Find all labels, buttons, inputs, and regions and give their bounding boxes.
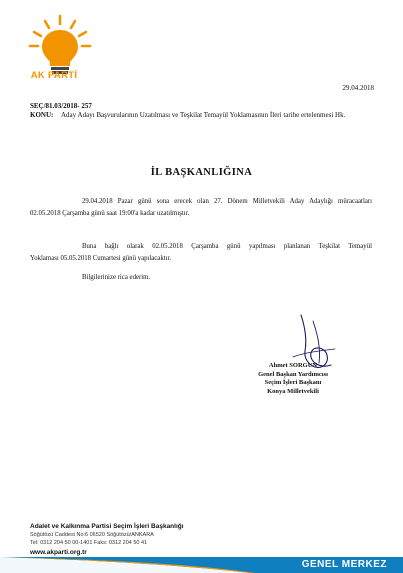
subject-block: [30, 111, 346, 119]
footer-phone: Tel: 0312 204 50 00-1401 Faks: 0312 204 50 41: [30, 540, 148, 546]
letter-title: İL BAŞKANLIĞINA: [150, 167, 253, 178]
paragraph-1: [30, 196, 372, 220]
footer-bar-label: GENEL MERKEZ: [301, 559, 387, 570]
paragraph-3: [30, 272, 372, 284]
document-date: 29.04.2018: [342, 84, 374, 92]
logo-text: AK PARTİ: [30, 70, 78, 81]
paragraph-1-line-1: 29.04.2018 Pazar günü sona erecek olan 27. Dönem Milletvekili Aday Adaylığı müracaatları: [82, 198, 372, 205]
footer-address: Söğütözü Caddesi No:6 06520 Söğütözü/ANKARA: [30, 532, 154, 538]
closing-line: Bilgilerinize rica ederim.: [82, 274, 151, 281]
subject-text: Aday Adayı Başvurularının Uzatılması ve Teşkilat Temayül Yoklamasının İleri tarihe ertelenmesi Hk.: [61, 111, 346, 119]
paragraph-1-line-2: 02.05.2018 Çarşamba günü saat 19:00'a kadar uzatılmıştır.: [30, 210, 190, 217]
paragraph-2-line-2: Yoklaması 05.05.2018 Cumartesi günü yapılacaktır.: [30, 255, 172, 262]
signer-role-1: Genel Başkan Yardımcısı: [258, 370, 328, 378]
reference-number: SEÇ/81.03/2018- 257: [30, 102, 92, 110]
signer-block: [233, 362, 353, 396]
signer-role-2: Seçim İşleri Başkanı: [264, 379, 322, 386]
paragraph-2: [30, 241, 372, 265]
signer-name: Ahmet SORGUN: [268, 362, 318, 369]
subject-label: KONU:: [30, 111, 54, 119]
paragraph-2-line-1: Buna bağlı olarak 02.05.2018 Çarşamba günü yapılması planlanan Teşkilat Temayül: [82, 243, 372, 250]
footer-organization: Adalet ve Kalkınma Partisi Seçim İşleri Başkanlığı: [30, 523, 184, 530]
footer-bar: [0, 557, 403, 573]
footer-website: www.akparti.org.tr: [30, 549, 87, 556]
signer-role-3: Konya Milletvekili: [267, 387, 319, 395]
